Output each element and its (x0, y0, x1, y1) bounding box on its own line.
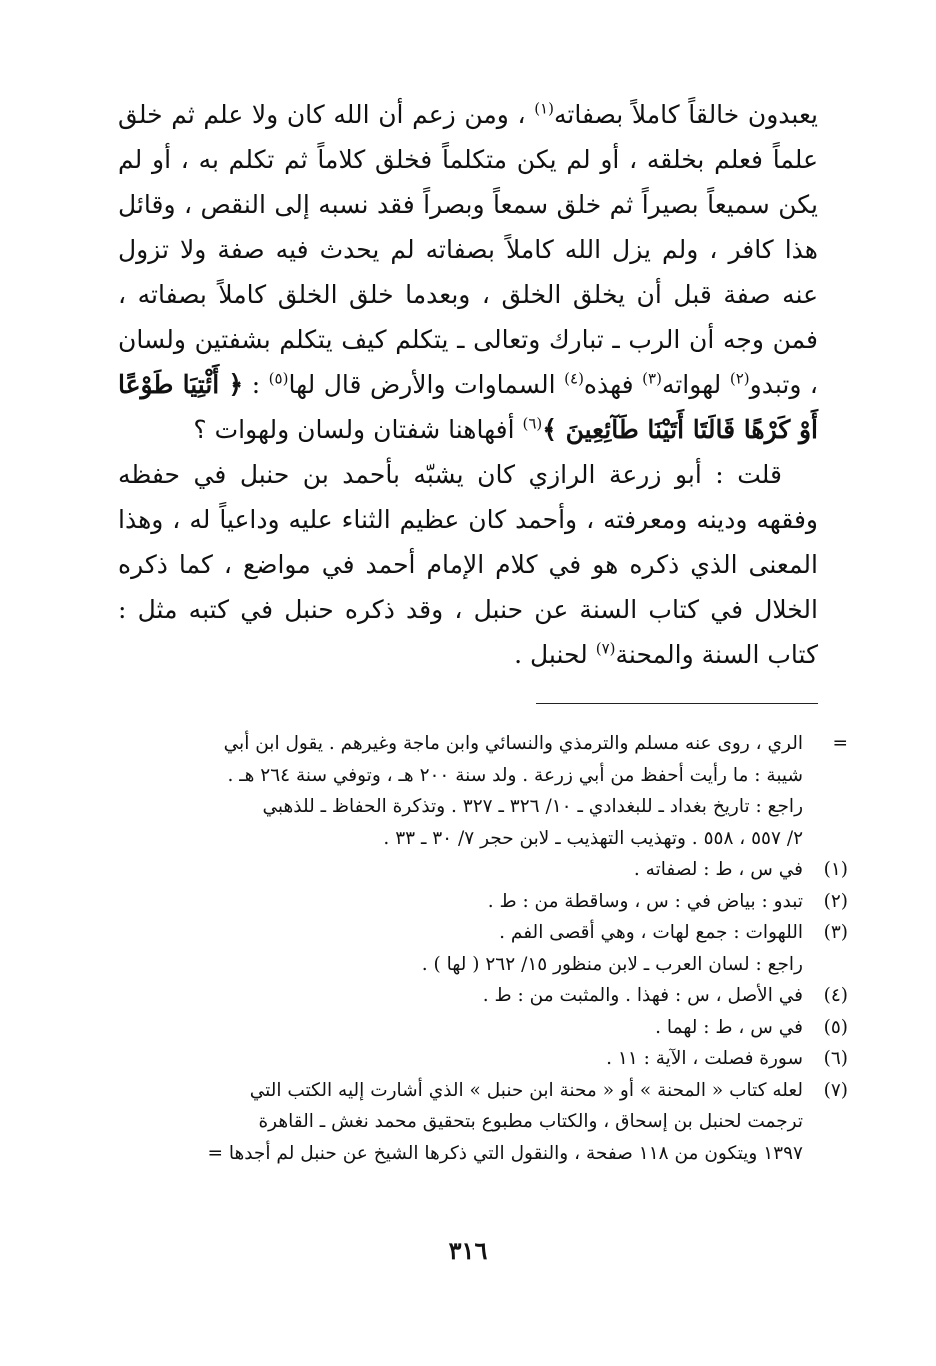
footnote-4 (113, 980, 848, 1012)
footnote-7 (113, 1075, 848, 1170)
page-number: ٣١٦ (448, 1236, 488, 1265)
footnote-continuation-marker: = (832, 733, 848, 754)
footnote-text (113, 1012, 803, 1044)
footnote-6 (113, 1043, 848, 1075)
footnote-ref-2: (٢) (729, 369, 750, 388)
footnote-5 (113, 1012, 848, 1044)
text-run: لهواته (661, 370, 730, 399)
footnotes (113, 728, 848, 1169)
footnote-continuation (113, 728, 848, 854)
footnote-number: (١) (823, 859, 848, 880)
paragraph-1 (118, 92, 818, 452)
text-run: السماوات والأرض قال لها (288, 370, 565, 399)
footnote-ref-7: (٧) (595, 639, 616, 658)
footnote-text (113, 917, 803, 980)
footnote-ref-3: (٣) (642, 369, 662, 388)
text-run: ، ومن زعم أن الله كان ولا علم ثم خلق علماً فعلم بخلقه ، أو لم يكن متكلماً فخلق كلاماً ثم تكلم به ، أو لم يكن سميعاً بصيراً ثم خلق سمعاً وبصراً فقد نسبه إلى النقص ، وقائل هذا كافر ، ولم يزل الله كاملاً بصفاته لم يحدث فيه صفة ولا تزول عنه صفة قبل أن يخلق الخلق ، وبعدما خلق الخلق كاملاً بصفاته ، فمن وجه أن الرب ـ تبارك وتعالى ـ يتكلم كيف يتكلم بشفتين ولسان ، وتبدو (118, 100, 818, 399)
footnote-ref-4: (٤) (564, 369, 584, 388)
footnote-line: اللهوات : جمع لهات ، وهي أقصى الفم . (499, 922, 803, 943)
footnote-line: راجع : لسان العرب ـ لابن منظور ١٥/ ٢٦٢ ( لها ) . (421, 953, 803, 975)
footnote-text (113, 728, 803, 854)
footnote-number: (٧) (823, 1079, 848, 1101)
footnote-ref-5: (٥) (268, 369, 289, 388)
footnote-text (113, 1043, 803, 1075)
footnote-number: (٦) (823, 1048, 848, 1069)
footnote-line: ١٣٩٧ ويتكون من ١١٨ صفحة ، والنقول التي ذكرها الشيخ عن حنبل لم أجدها = (207, 1142, 803, 1164)
footnote-line: ترجمت لحنبل بن إسحاق ، والكتاب مطبوع بتحقيق محمد نغش ـ القاهرة (258, 1111, 803, 1132)
footnote-line: تبدو : بياض في : س ، وساقطة من : ط . (487, 890, 803, 912)
footnote-ref-1: (١) (534, 99, 554, 118)
footnote-line: لعله كتاب « المحنة » أو « محنة ابن حنبل » الذي أشارت إليه الكتب التي (249, 1079, 803, 1101)
footnote-2 (113, 886, 848, 918)
footnote-line: راجع : تاريخ بغداد ـ للبغدادي ـ ١٠/ ٣٢٦ ـ ٣٢٧ . وتذكرة الحفاظ ـ للذهبي (262, 796, 803, 817)
footnote-line: شيبة : ما رأيت أحفظ من أبي زرعة . ولد سنة ٢٠٠ هـ ، وتوفي سنة ٢٦٤ هـ . (227, 764, 803, 786)
paragraph-2 (118, 452, 818, 677)
footnote-text (113, 1075, 803, 1170)
text-run: أفهاهنا شفتان ولسان ولهوات ؟ (193, 415, 523, 444)
text-run: يعبدون خالقاً كاملاً بصفاته (553, 100, 818, 129)
footnote-3 (113, 917, 848, 980)
footnote-text (113, 854, 803, 886)
text-run: فهذه (583, 370, 643, 399)
text-run: : (243, 370, 269, 399)
footnote-1 (113, 854, 848, 886)
footnote-number: (٥) (823, 1016, 848, 1038)
footnote-line: في س ، ط : لهما . (655, 1016, 803, 1038)
quran-verse: ﴿ أَئْتِيَا طَوْعًا أَوْ كَرْهًا قَالَتَا أَتَيْنَا طَآئِعِينَ ﴾ (118, 370, 818, 444)
footnote-text (113, 886, 803, 918)
text-run: لحنبل . (514, 640, 596, 669)
text-run: قلت : أبو زرعة الرازي كان يشبّه بأحمد بن حنبل في حفظه وفقهه ودينه ومعرفته ، وأحمد كان عظيم الثناء عليه وداعياً له ، وهذا المعنى الذي ذكره هو في كلام الإمام أحمد في مواضع ، كما ذكره الخلال في كتاب السنة عن حنبل ، وقد ذكره حنبل في كتبه مثل : كتاب السنة والمحنة (118, 460, 818, 669)
footnote-ref-6: (٦) (522, 414, 543, 433)
footnote-number: (٢) (823, 890, 848, 912)
footnote-line: الري ، روى عنه مسلم والترمذي والنسائي وابن ماجة وغيرهم . يقول ابن أبي (223, 733, 803, 754)
footnote-text (113, 980, 803, 1012)
footnote-line: سورة فصلت ، الآية : ١١ . (606, 1048, 803, 1069)
footnote-divider (536, 703, 818, 704)
footnote-line: في س ، ط : لصفاته . (633, 859, 803, 880)
main-text (118, 92, 818, 677)
footnote-line: في الأصل ، س : فهذا . والمثبت من : ط . (482, 985, 803, 1006)
footnote-number: (٣) (823, 922, 848, 943)
footnote-number: (٤) (823, 985, 848, 1006)
footnote-line: ٢/ ٥٥٧ ، ٥٥٨ . وتهذيب التهذيب ـ لابن حجر ٧/ ٣٠ ـ ٣٣ . (383, 827, 803, 849)
